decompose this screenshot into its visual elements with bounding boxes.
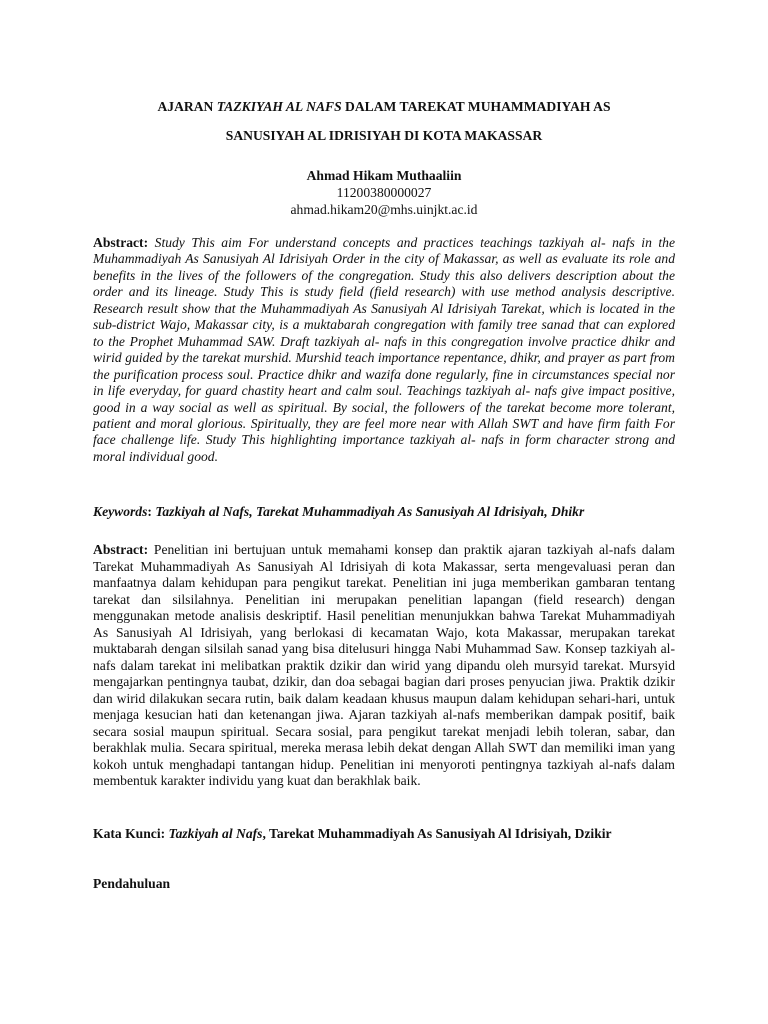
- abstract-indonesian: [93, 542, 675, 790]
- keywords-english-separator: :: [147, 504, 156, 519]
- section-heading: Pendahuluan: [93, 876, 171, 891]
- author-name: Ahmad Hikam Muthaaliin: [306, 168, 462, 183]
- author-block: [93, 167, 675, 218]
- keywords-indonesian-label: Kata Kunci:: [93, 826, 169, 841]
- keywords-indonesian-italic: Tazkiyah al Nafs: [168, 826, 263, 841]
- title-italic-term: TAZKIYAH AL NAFS: [216, 99, 342, 114]
- abstract-english: [93, 235, 675, 465]
- keywords-indonesian-rest: , Tarekat Muhammadiyah As Sanusiyah Al Idrisiyah, Dzikir: [262, 826, 612, 841]
- keywords-english-label: Keywords: [93, 504, 148, 519]
- abstract-english-label: Abstract:: [93, 235, 149, 250]
- keywords-indonesian: [93, 825, 675, 842]
- keywords-english: [93, 503, 675, 520]
- paper-title-line-2: SANUSIYAH AL IDRISIYAH DI KOTA MAKASSAR: [225, 128, 543, 143]
- title-suffix: DALAM TAREKAT MUHAMMADIYAH AS: [341, 99, 611, 114]
- author-email: ahmad.hikam20@mhs.uinjkt.ac.id: [290, 202, 478, 217]
- title-prefix: AJARAN: [157, 99, 217, 114]
- author-id: 11200380000027: [336, 185, 432, 200]
- abstract-english-text: Study This aim For understand concepts and practices teachings tazkiyah al- nafs in the Muhammadiyah As Sanusiyah Al Idrisiyah Order in the city of Makassar, as well as evaluate its role and benefits in the lives of the followers of the congregation. Study this also delivers description about the order and its lineage. Study This is study field (field research) with use method analysis descriptive. Research result show that the Muhammadiyah As Sanusiyah Al Idrisiyah Tarekat, which is located in the sub-district Wajo, Makassar city, is a muktabarah congregation with family tree sanad that can explored to the Prophet Muhammad SAW. Draft tazkiyah al- nafs in this congregation involve practice dhikr and wirid guided by the tarekat murshid. Murshid teach importance repentance, dhikr, and prayer as part from the purification process soul. Practice dhikr and wazifa done regularly, fine in circumstances special nor in life everyday, for guard chastity heart and calm soul. Teachings tazkiyah al- nafs give impact positive, good in a way social as well as spiritual. By social, the followers of the tarekat become more tolerant, patient and moral glorious. Spiritually, they are feel more near with Allah SWT and have firm faith For face challenge life. Study This highlighting importance tazkiyah al- nafs in form character strong and moral individual good.: [93, 235, 675, 464]
- abstract-indonesian-text: Penelitian ini bertujuan untuk memahami konsep dan praktik ajaran tazkiyah al-nafs dalam Tarekat Muhammadiyah As Sanusiyah Al Idrisiyah di kota Makassar, serta mengevaluasi peran dan manfaatnya dalam kehidupan para pengikut tarekat. Penelitian ini juga memberikan gambaran tentang tarekat dan silsilahnya. Penelitian ini merupakan penelitian lapangan (field research) dengan menggunakan metode analisis deskriptif. Hasil penelitian menunjukkan bahwa Tarekat Muhammadiyah As Sanusiyah Al Idrisiyah, yang berlokasi di kecamatan Wajo, kota Makassar, merupakan tarekat muktabarah dengan silsilah sanad yang bisa ditelusuri hingga Nabi Muhammad Saw. Konsep tazkiyah al-nafs dalam tarekat ini melibatkan praktik dzikir dan wirid yang dipandu oleh mursyid tarekat. Mursyid mengajarkan pentingnya taubat, dzikir, dan doa sebagai bagian dari proses penyucian jiwa. Praktik dzikir dan wirid dilakukan secara rutin, baik dalam keadaan khusus maupun dalam kehidupan sehari-hari, untuk menjaga kesucian hati dan ketenangan jiwa. Ajaran tazkiyah al-nafs memberikan dampak positif, baik secara sosial maupun spiritual. Secara sosial, para pengikut tarekat menjadi lebih toleran, sabar, dan berakhlak mulia. Secara spiritual, mereka merasa lebih dekat dengan Allah SWT dan memiliki iman yang kokoh untuk menghadapi tantangan hidup. Penelitian ini menyoroti pentingnya tazkiyah al-nafs dalam membentuk karakter individu yang kuat dan berakhlak baik.: [93, 542, 675, 788]
- abstract-indonesian-label: Abstract:: [93, 542, 149, 557]
- paper-title-line-1: [93, 99, 675, 115]
- keywords-english-text: Tazkiyah al Nafs, Tarekat Muhammadiyah As Sanusiyah Al Idrisiyah, Dhikr: [155, 504, 585, 519]
